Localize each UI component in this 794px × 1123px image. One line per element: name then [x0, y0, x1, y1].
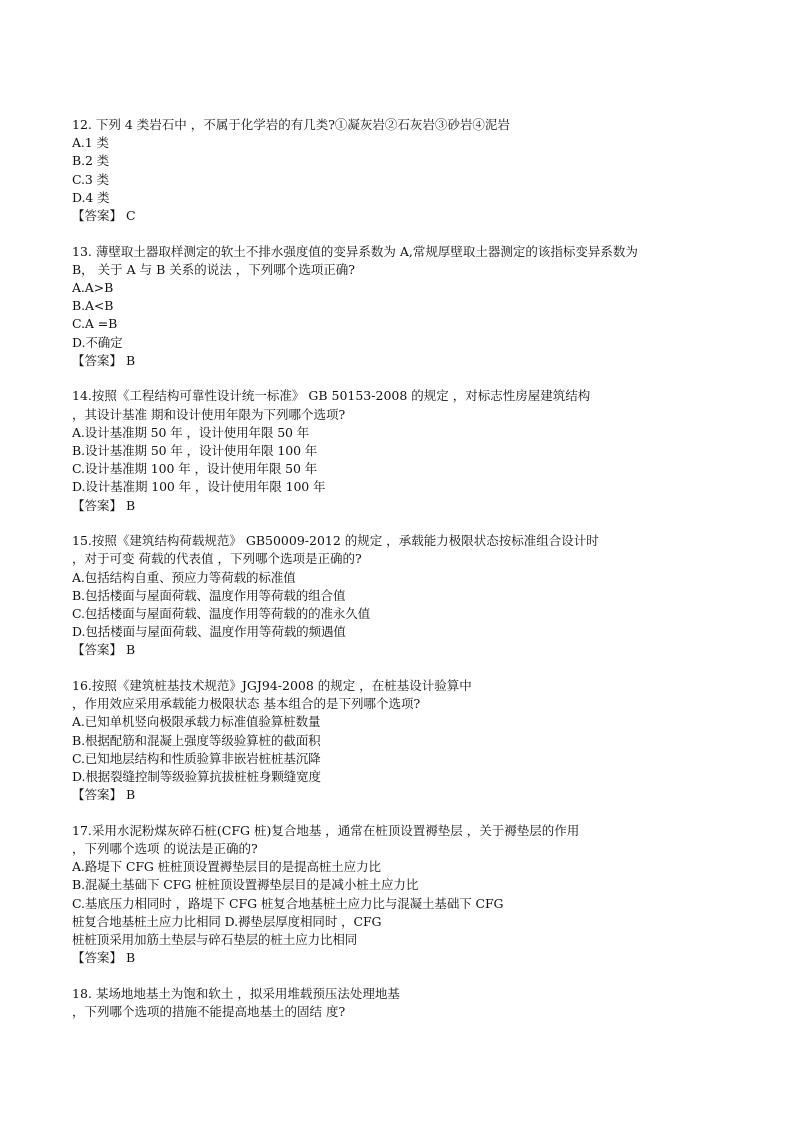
option-item: C.A =B: [72, 316, 118, 332]
question-stem: [72, 822, 732, 858]
question-stem-line: 16.按照《建筑桩基技术规范》JGJ94-2008 的规定 ，在桩基设计验算中: [72, 678, 472, 694]
question-block: [72, 116, 732, 225]
option-item: C.已知地层结构和性质验算非嵌岩桩桩基沉降: [72, 750, 321, 766]
option-item: C.基底压力相同时 ，路堤下 CFG 桩复合地基桩土应力比与混凝土基础下 CFG: [72, 895, 504, 911]
option-item: A.设计基准期 50 年 ，设计使用年限 50 年: [72, 424, 310, 440]
question-stem: [72, 116, 732, 134]
question-stem-line: 12. 下列 4 类岩石中 ，不属于化学岩的有几类?①凝灰岩②石灰岩③砂岩④泥岩: [72, 117, 510, 132]
question-block: [72, 677, 732, 804]
question-stem: [72, 985, 732, 1021]
option-list: [72, 858, 732, 949]
option-list: [72, 713, 732, 786]
question-stem-line: B， 关于 A 与 B 关系的说法 ，下列哪个选项正确?: [72, 261, 355, 277]
option-list: [72, 569, 732, 642]
option-list: [72, 279, 732, 352]
question-stem: [72, 532, 732, 568]
option-list: [72, 424, 732, 497]
option-item: A.已知单机竖向极限承载力标准值验算桩数量: [72, 714, 321, 730]
option-item: B.包括楼面与屋面荷载、温度作用等荷载的组合值: [72, 587, 346, 603]
question-stem: [72, 243, 732, 279]
option-item: A.1 类: [72, 135, 109, 151]
question-stem-line: ，其设计基准 期和设计使用年限为下列哪个选项?: [72, 406, 346, 422]
question-stem-line: ，作用效应采用承载能力极限状态 基本组合的是下列哪个选项?: [72, 696, 421, 712]
option-item: 桩桩顶采用加筋土垫层与碎石垫层的桩土应力比相同: [72, 932, 358, 947]
answer-line: 【答案】 B: [72, 642, 136, 658]
option-item: B.根据配筋和混凝上强度等级验算桩的截面积: [72, 732, 321, 748]
question-block: [72, 243, 732, 370]
option-item: D.包括楼面与屋面荷载、温度作用等荷载的频遇值: [72, 624, 346, 640]
question-stem-line: ，对于可变 荷载的代表值 ，下列哪个选项是正确的?: [72, 551, 362, 567]
option-item: A.包括结构自重、预应力等荷载的标准值: [72, 569, 296, 585]
question-block: [72, 985, 732, 1021]
question-stem-line: 15.按照《建筑结构荷载规范》 GB50009-2012 的规定 ，承载能力极限状态按标准组合设计时: [72, 533, 599, 549]
option-list: [72, 134, 732, 207]
question-stem: [72, 677, 732, 713]
question-stem-line: 17.采用水泥粉煤灰碎石桩(CFG 桩)复合地基 ，通常在桩顶设置褥垫层 ，关于褥垫层的作用: [72, 822, 580, 838]
question-stem: [72, 387, 732, 423]
question-block: [72, 532, 732, 659]
option-item: D.4 类: [72, 189, 110, 205]
option-item: C.3 类: [72, 171, 110, 187]
option-item: D.不确定: [72, 334, 123, 350]
answer-line: 【答案】 B: [72, 950, 136, 966]
option-item: B.设计基准期 50 年 ，设计使用年限 100 年: [72, 443, 318, 458]
question-stem-line: 18. 某场地地基土为饱和软土 ，拟采用堆载预压法处理地基: [72, 985, 400, 1001]
option-item: D.设计基准期 100 年 ，设计使用年限 100 年: [72, 479, 326, 495]
answer-line: 【答案】 B: [72, 497, 136, 513]
question-stem-line: ，下列哪个选项的措施不能提高地基土的固结 度?: [72, 1004, 346, 1020]
option-item: B.混凝土基础下 CFG 桩桩顶设置褥垫层目的是减小桩土应力比: [72, 877, 419, 893]
answer-line: 【答案】 B: [72, 352, 136, 368]
answer-line: 【答案】 B: [72, 787, 136, 803]
option-item: A.路堤下 CFG 桩桩顶设置褥垫层目的是提高桩土应力比: [72, 859, 381, 875]
question-block: [72, 387, 732, 514]
option-item: B.2 类: [72, 153, 110, 169]
option-item: 桩复合地基桩土应力比相同 D.褥垫层厚度相同时 ，CFG: [72, 913, 382, 929]
answer-line: 【答案】 C: [72, 207, 136, 223]
question-stem-line: ，下列哪个选项 的说法是正确的?: [72, 841, 258, 857]
exam-page: [72, 116, 732, 1039]
option-item: C.包括楼面与屋面荷载、温度作用等荷载的的准永久值: [72, 606, 371, 621]
option-item: D.根据裂缝控制等级验算抗拔桩桩身颗缝宽度: [72, 769, 321, 784]
option-item: C.设计基准期 100 年 ，设计使用年限 50 年: [72, 461, 318, 477]
option-item: B.A<B: [72, 298, 114, 314]
question-stem-line: 13. 薄壁取土器取样测定的软土不排水强度值的变异系数为 A,常规厚壁取土器测定的该指标变异系数为: [72, 243, 638, 259]
option-item: A.A>B: [72, 280, 114, 295]
question-stem-line: 14.按照《工程结构可靠性设计统一标准》 GB 50153-2008 的规定 ，对标志性房屋建筑结构: [72, 388, 591, 404]
question-block: [72, 822, 732, 968]
